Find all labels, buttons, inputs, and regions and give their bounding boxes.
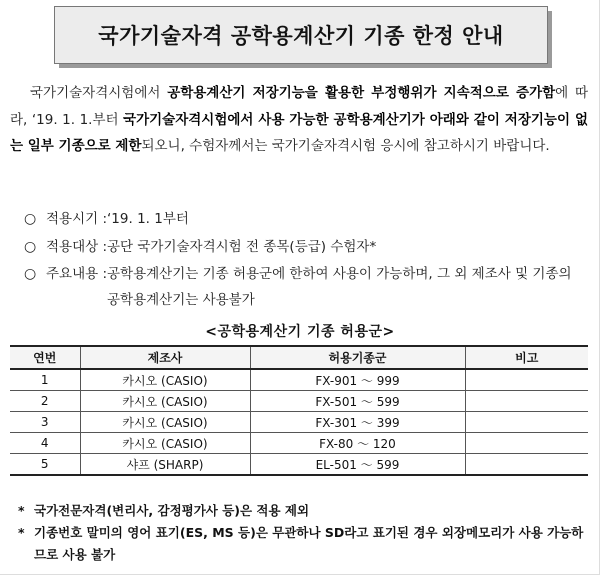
header-no: 연번 bbox=[10, 346, 80, 369]
notice-title: 국가기술자격 공학용계산기 기종 한정 안내 bbox=[98, 24, 504, 48]
intro-bold-1: 공학용계산기 저장기능을 활용한 부정행위가 지속적으로 증가함 bbox=[167, 85, 556, 101]
cell-note bbox=[465, 391, 588, 412]
circle-bullet-icon: ○ bbox=[24, 239, 37, 255]
cell-maker: 카시오 (CASIO) bbox=[80, 369, 250, 391]
asterisk-icon: * bbox=[18, 503, 25, 518]
detail-text: 공학용계산기는 기종 허용군에 한하여 사용이 가능하며, 그 외 제조사 및 기종의 공학용계산기는 사용불가 bbox=[107, 266, 572, 308]
calculator-model-table bbox=[10, 345, 588, 476]
header-model: 허용기종군 bbox=[250, 346, 465, 369]
cell-model: FX-80 ～ 120 bbox=[250, 433, 465, 454]
header-maker: 제조사 bbox=[80, 346, 250, 369]
cell-note bbox=[465, 433, 588, 454]
notice-title-box bbox=[54, 6, 548, 64]
header-note: 비고 bbox=[465, 346, 588, 369]
cell-note bbox=[465, 369, 588, 391]
cell-maker: 카시오 (CASIO) bbox=[80, 433, 250, 454]
detail-text: 공단 국가기술자격시험 전 종목(등급) 수험자* bbox=[107, 239, 377, 255]
cell-no: 4 bbox=[10, 433, 80, 454]
cell-maker: 카시오 (CASIO) bbox=[80, 412, 250, 433]
table-caption: <공학용계산기 기종 허용군> bbox=[205, 324, 395, 340]
intro-text-1: 국가기술자격시험에서 bbox=[30, 85, 168, 101]
detail-label: 적용대상 : bbox=[46, 239, 108, 255]
table-row bbox=[10, 391, 588, 412]
asterisk-icon: * bbox=[18, 525, 25, 540]
detail-item-content bbox=[24, 261, 584, 313]
cell-no: 2 bbox=[10, 391, 80, 412]
table-row bbox=[10, 454, 588, 476]
cell-no: 3 bbox=[10, 412, 80, 433]
cell-model: FX-501 ～ 599 bbox=[250, 391, 465, 412]
cell-no: 1 bbox=[10, 369, 80, 391]
footnote-text: 국가전문자격(변리사, 감정평가사 등)은 적용 제외 bbox=[34, 503, 310, 518]
detail-label: 주요내용 : bbox=[46, 266, 108, 282]
circle-bullet-icon: ○ bbox=[24, 266, 37, 282]
intro-text-2: 에 따라, ‘19. 1. 1.부터 bbox=[10, 85, 589, 128]
detail-label: 적용시기 : bbox=[46, 211, 108, 227]
detail-list bbox=[24, 205, 584, 313]
cell-model: FX-301 ～ 399 bbox=[250, 412, 465, 433]
cell-note bbox=[465, 454, 588, 476]
detail-item-period bbox=[24, 205, 584, 233]
detail-item-target bbox=[24, 233, 584, 261]
footnotes bbox=[18, 500, 588, 566]
table-row bbox=[10, 433, 588, 454]
footnote-text: 기종번호 말미의 영어 표기(ES, MS 등)은 무관하나 SD라고 표기된 경우 외장메모리가 사용 가능하므로 사용 불가 bbox=[34, 525, 584, 562]
table-row bbox=[10, 369, 588, 391]
table-row bbox=[10, 412, 588, 433]
cell-maker: 샤프 (SHARP) bbox=[80, 454, 250, 476]
circle-bullet-icon: ○ bbox=[24, 211, 37, 227]
footnote-item bbox=[18, 522, 588, 566]
cell-model: FX-901 ～ 999 bbox=[250, 369, 465, 391]
detail-text: ‘19. 1. 1부터 bbox=[107, 211, 189, 227]
intro-bold-2: 국가기술자격시험에서 사용 가능한 공학용계산기가 아래와 같이 저장기능이 없는 일부 기종으로 제한 bbox=[10, 111, 588, 154]
cell-note bbox=[465, 412, 588, 433]
table-header-row bbox=[10, 346, 588, 369]
cell-maker: 카시오 (CASIO) bbox=[80, 391, 250, 412]
cell-model: EL-501 ～ 599 bbox=[250, 454, 465, 476]
intro-text-3: 되오니, 수험자께서는 국가기술자격시험 응시에 참고하시기 바랍니다. bbox=[141, 138, 550, 154]
cell-no: 5 bbox=[10, 454, 80, 476]
footnote-item bbox=[18, 500, 588, 522]
intro-paragraph bbox=[10, 80, 588, 160]
